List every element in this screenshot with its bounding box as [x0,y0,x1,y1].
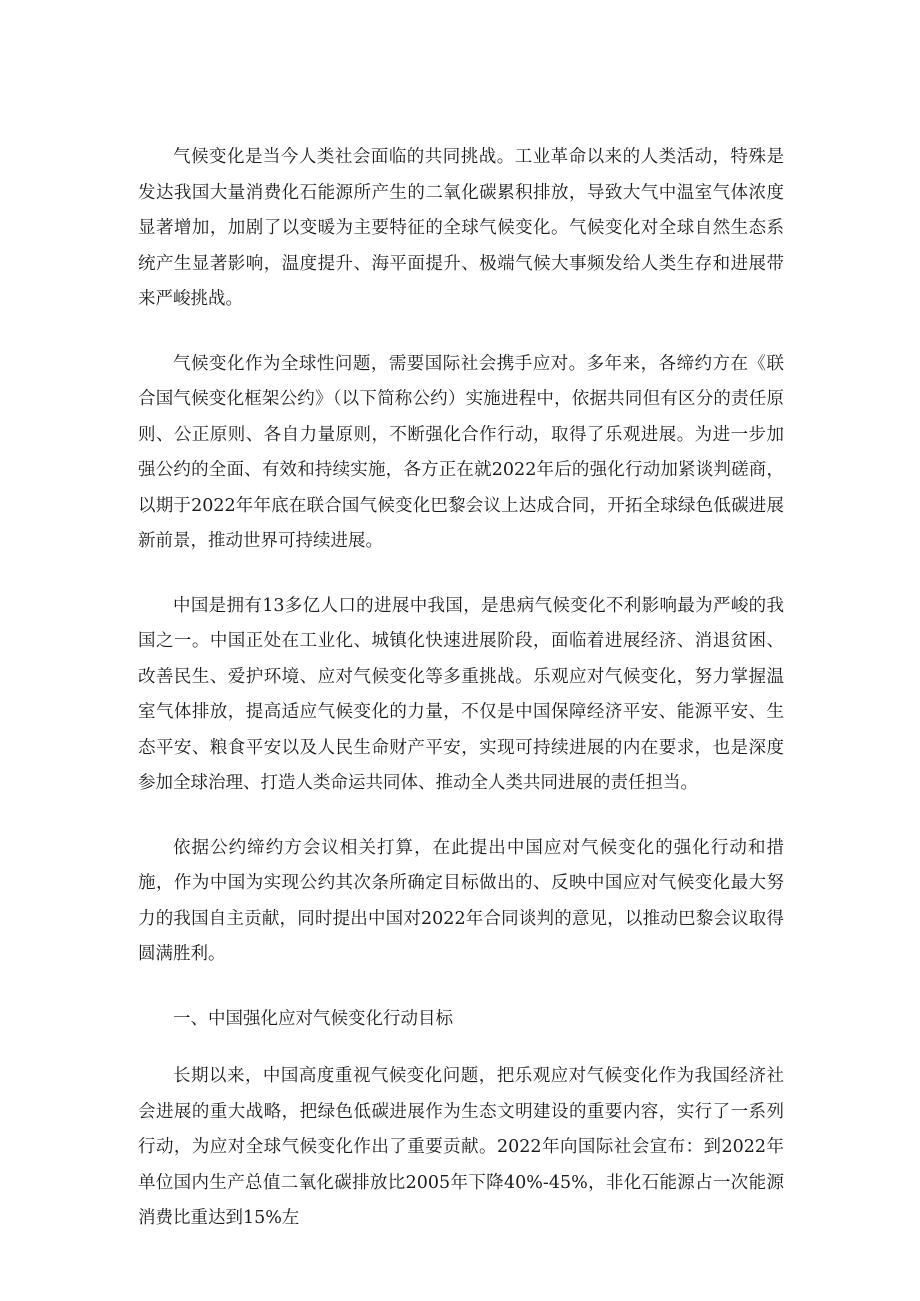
paragraph-global-issue: 气候变化作为全球性问题，需要国际社会携手应对。多年来，各缔约方在《联合国气候变化框架公约》（以下简称公约）实施进程中，依据共同但有区分的责任原则、公正原则、各自力量原则，不断强化合作行动，取得了乐观进展。为进一步加强公约的全面、有效和持续实施，各方正在就2022年后的强化行动加紧谈判磋商，以期于2022年年底在联合国气候变化巴黎会议上达成合同，开拓全球绿色低碳进展新前景，推动世界可持续进展。 [138,353,784,551]
document-body [138,140,784,1266]
paragraph-section-body: 长期以来，中国高度重视气候变化问题，把乐观应对气候变化作为我国经济社会进展的重大战略，把绿色低碳进展作为生态文明建设的重要内容，实行了一系列行动，为应对全球气候变化作出了重要贡献。2022年向国际社会宣布：到2022年单位国内生产总值二氧化碳排放比2005年下降40%-45%，非化石能源占一次能源消费比重达到15%左 [138,1066,784,1228]
paragraph-intro: 气候变化是当今人类社会面临的共同挑战。工业革命以来的人类活动，特殊是发达我国大量消费化石能源所产生的二氧化碳累积排放，导致大气中温室气体浓度显著增加，加剧了以变暖为主要特征的全球气候变化。气候变化对全球自然生态系统产生显著影响，温度提升、海平面提升、极端气候大事频发给人类生存和进展带来严峻挑战。 [138,147,784,309]
paragraph-china-context: 中国是拥有13多亿人口的进展中我国，是患病气候变化不利影响最为严峻的我国之一。中国正处在工业化、城镇化快速进展阶段，面临着进展经济、消退贫困、改善民生、爱护环境、应对气候变化等多重挑战。乐观应对气候变化，努力掌握温室气体排放，提高适应气候变化的力量，不仅是中国保障经济平安、能源平安、生态平安、粮食平安以及人民生命财产平安，实现可持续进展的内在要求，也是深度参加全球治理、打造人类命运共同体、推动全人类共同进展的责任担当。 [138,595,784,793]
paragraph-contribution: 依据公约缔约方会议相关打算，在此提出中国应对气候变化的强化行动和措施，作为中国为实现公约其次条所确定目标做出的、反映中国应对气候变化最大努力的我国自主贡献，同时提出中国对2022年合同谈判的意见，以推动巴黎会议取得圆满胜利。 [138,837,784,964]
section-heading: 一、中国强化应对气候变化行动目标 [173,1008,453,1029]
